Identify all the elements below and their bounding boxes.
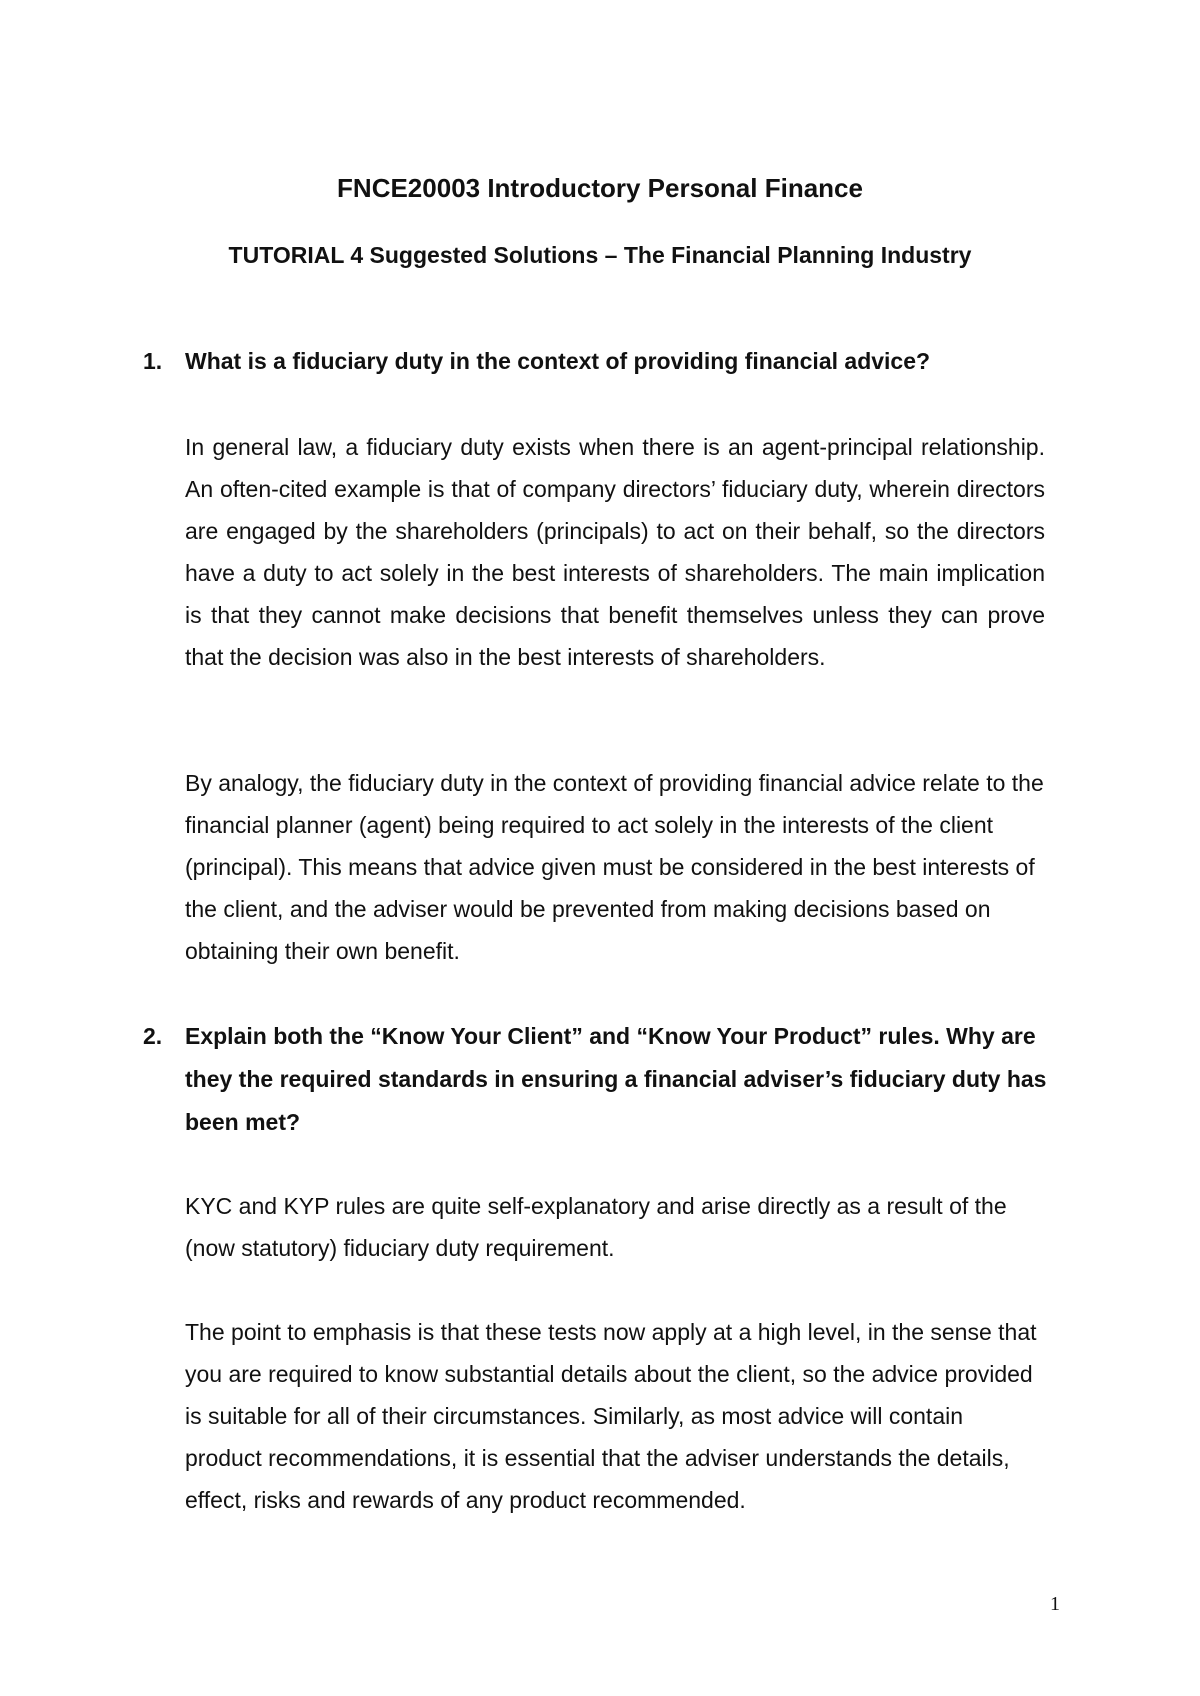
- question-text: Explain both the “Know Your Client” and “Know Your Product” rules. Why are they the required standards in ensuring a financial adviser’s fiduciary duty has been met?: [185, 1023, 1047, 1135]
- answer-paragraph: KYC and KYP rules are quite self-explanatory and arise directly as a result of the (now statutory) fiduciary duty requirement.: [185, 1193, 1007, 1261]
- answer-paragraph: In general law, a fiduciary duty exists when there is an agent-principal relationship. An often-cited example is that of company directors’ fiduciary duty, wherein directors are engaged by the shareholders (principals) to act on their behalf, so the directors have a duty to act solely in the best interests of shareholders. The main implication is that they cannot make decisions that benefit themselves unless they can prove that the decision was also in the best interests of shareholders.: [185, 434, 1045, 670]
- question-text: What is a fiduciary duty in the context of providing financial advice?: [185, 348, 931, 374]
- document-subtitle: TUTORIAL 4 Suggested Solutions – The Financial Planning Industry: [228, 242, 972, 268]
- question-number: 1.: [143, 348, 163, 374]
- page-number: 1: [1050, 1593, 1060, 1615]
- question-1: [143, 340, 1048, 383]
- document-title: FNCE20003 Introductory Personal Finance: [337, 173, 863, 203]
- answer-paragraph: The point to emphasis is that these tests now apply at a high level, in the sense that you are required to know substantial details about the client, so the advice provided is suitable for all of their circumstances. Similarly, as most advice will contain product recommendations, it is essential that the adviser understands the details, effect, risks and rewards of any product recommended.: [185, 1319, 1037, 1513]
- answer-paragraph: By analogy, the fiduciary duty in the context of providing financial advice relate to the financial planner (agent) being required to act solely in the interests of the client (principal). This means that advice given must be considered in the best interests of the client, and the adviser would be prevented from making decisions based on obtaining their own benefit.: [185, 770, 1044, 964]
- question-number: 2.: [143, 1023, 163, 1049]
- question-2: [143, 1015, 1048, 1144]
